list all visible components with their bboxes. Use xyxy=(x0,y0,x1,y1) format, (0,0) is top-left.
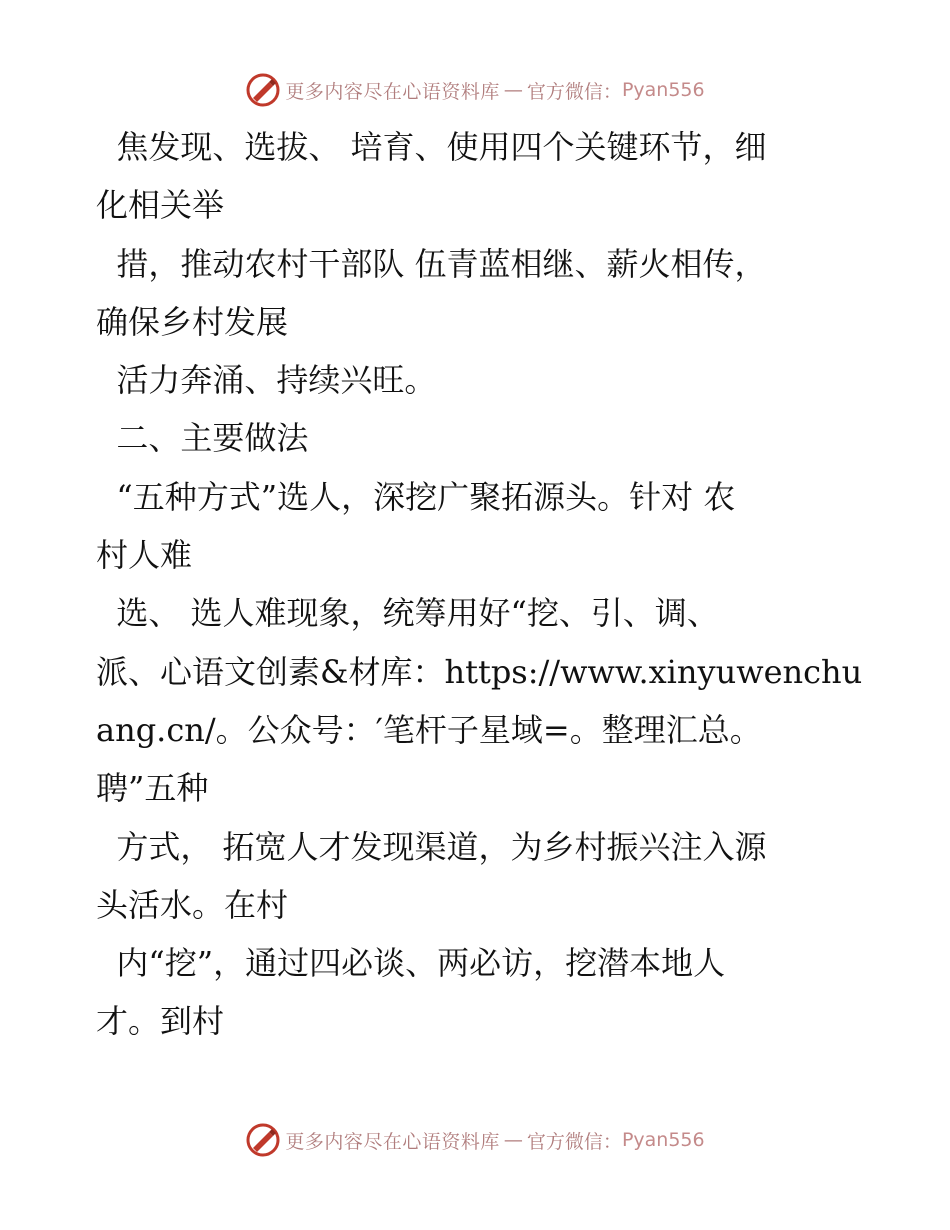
header-wechat-label: 官方微信： xyxy=(526,80,622,103)
text-line: 焦发现、选拔、 培育、使用四个关键环节，细 xyxy=(96,128,767,166)
text-line: 才。到村 xyxy=(96,1002,225,1041)
footer-wechat-label: 官方微信： xyxy=(526,1130,622,1153)
pen-seal-icon xyxy=(245,1122,281,1158)
text-line: “五种方式”选人，深挖广聚拓源头。针对 农 xyxy=(96,477,736,516)
footer-separator: — xyxy=(503,1129,523,1151)
text-line-url: ang.cn/。公众号：′笔杆子星域=。整理汇总。 xyxy=(96,710,762,749)
text-line-url: 派、心语文创素&材库：https://www.xinyuwenchu xyxy=(96,652,863,691)
text-line: 活力奔涌、持续兴旺。 xyxy=(96,361,437,400)
text-line: 聘”五种 xyxy=(96,769,209,808)
footer-handle: Pyan556 xyxy=(621,1129,705,1151)
section-heading: 二、主要做法 xyxy=(96,419,309,458)
text-line: 内“挖”，通过四必谈、两必访，挖潜本地人 xyxy=(96,944,726,983)
header-watermark xyxy=(0,70,950,110)
footer-banner-text: 更多内容尽在心语资料库 xyxy=(285,1130,500,1153)
pen-seal-icon xyxy=(245,72,281,108)
text-line: 选、 选人难现象，统筹用好“挖、引、调、 xyxy=(96,594,719,633)
text-line: 确保乡村发展 xyxy=(96,302,289,341)
header-separator: — xyxy=(503,79,523,101)
document-body xyxy=(96,118,863,1051)
text-line: 方式， 拓宽人才发现渠道，为乡村振兴注入源 xyxy=(96,827,767,866)
text-line: 头活水。在村 xyxy=(96,885,289,924)
text-line: 措，推动农村干部队 伍青蓝相继、薪火相传， xyxy=(96,244,767,283)
header-banner-text: 更多内容尽在心语资料库 xyxy=(285,80,500,103)
text-line: 村人难 xyxy=(96,536,193,575)
footer-watermark xyxy=(0,1120,950,1160)
text-line: 化相关举 xyxy=(96,186,225,225)
header-handle: Pyan556 xyxy=(621,79,705,101)
